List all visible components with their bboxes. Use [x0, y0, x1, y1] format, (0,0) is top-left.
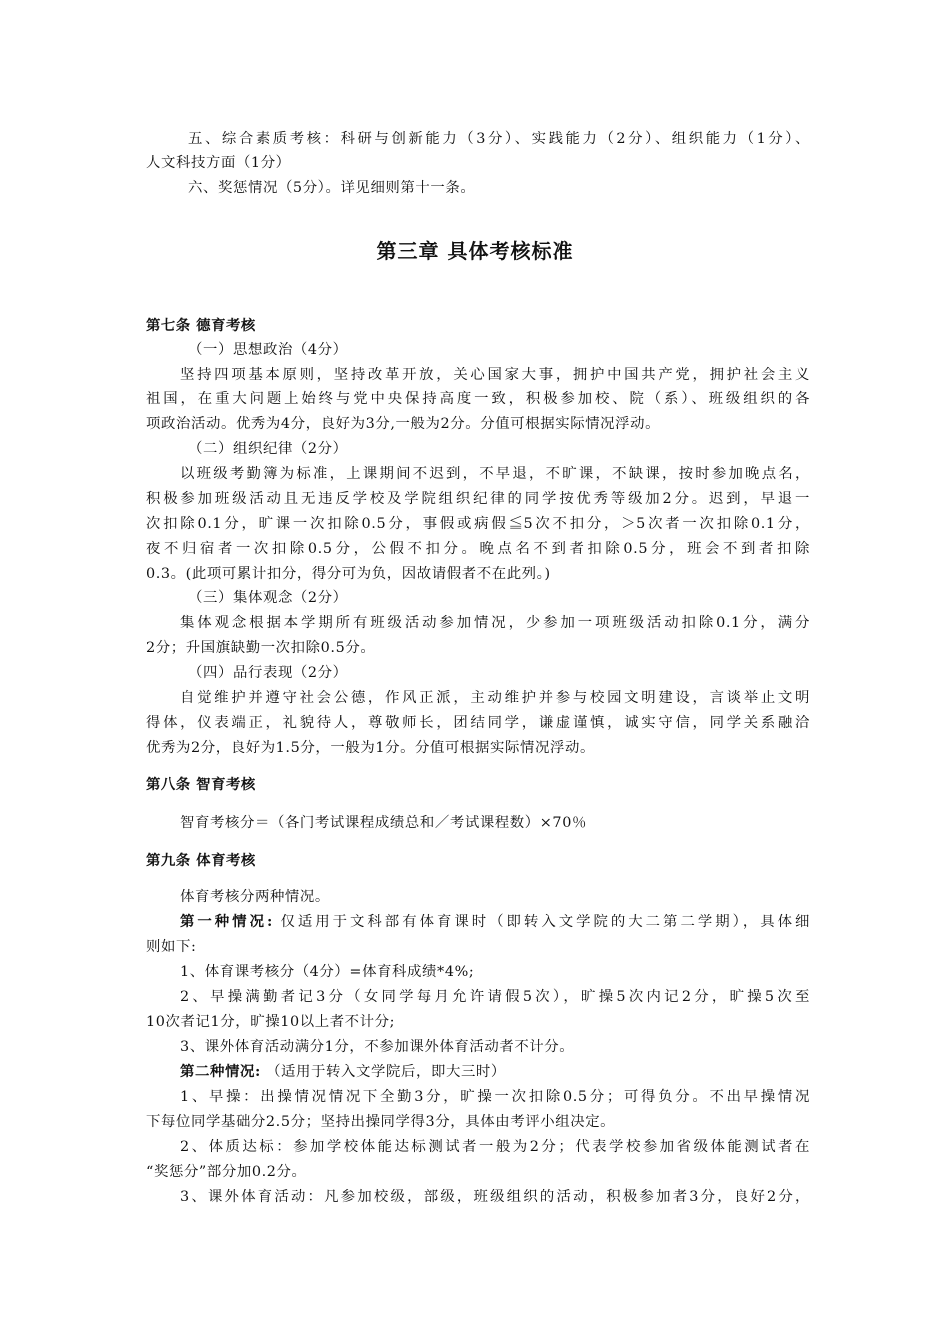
article-7-sub2-line: 夜不归宿者一次扣除0.5分，公假不扣分。晚点名不到者扣除0.5分，班会不到者扣除	[146, 541, 810, 557]
article-8-title: 第八条 智育考核	[146, 777, 256, 793]
case2-label: 第二种情况:	[180, 1063, 261, 1080]
article-9-case2-item: 1、早操：出操情况情况下全勤3分，旷操一次扣除0.5分；可得负分。不出早操情况	[180, 1089, 810, 1105]
article-7-sub1-heading: （一）思想政治（4分）	[188, 342, 348, 358]
article-7-sub2-line: 次扣除0.1分，旷课一次扣除0.5分，事假或病假≦5次不扣分，＞5次者一次扣除0.1分，	[146, 516, 810, 532]
article-9-case1-item: 2、早操满勤者记3分（女同学每月允许请假5次），旷操5次内记2分，旷操5次至	[180, 989, 810, 1005]
article-9-title: 第九条 体育考核	[146, 853, 256, 869]
article-9-case2	[180, 1060, 810, 1084]
article-7-sub3-line: 集体观念根据本学期所有班级活动参加情况，少参加一项班级活动扣除0.1分，满分	[180, 615, 810, 631]
article-7-sub2-line: 以班级考勤簿为标准，上课期间不迟到，不早退，不旷课，不缺课，按时参加晚点名，	[180, 466, 810, 482]
section-5-line-1: 五、综合素质考核：科研与创新能力（3分）、实践能力（2分）、组织能力（1分）、	[188, 131, 810, 147]
article-9-case2-item: 2、体质达标：参加学校体能达标测试者一般为2分；代表学校参加省级体能测试者在	[180, 1139, 810, 1155]
article-9-case1-item: 10次者记1分，旷操10以上者不计分;	[146, 1014, 396, 1030]
article-9-case2-item: 3、课外体育活动：凡参加校级，部级，班级组织的活动，积极参加者3分，良好2分，	[180, 1189, 810, 1205]
article-7-sub4-line: 优秀为2分，良好为1.5分，一般为1分。分值可根据实际情况浮动。	[146, 740, 595, 756]
article-9-case1-cont: 则如下:	[146, 939, 197, 955]
article-7-sub1-line: 项政治活动。优秀为4分，良好为3分,一般为2分。分值可根据实际情况浮动。	[146, 416, 661, 432]
article-7-sub4-line: 得体，仪表端正，礼貌待人，尊敬师长，团结同学，谦虚谨慎，诚实守信，同学关系融洽	[146, 715, 810, 731]
article-9-case2-item: 下每位同学基础分2.5分；坚持出操同学得3分，具体由考评小组决定。	[146, 1114, 616, 1130]
article-7-sub4-heading: （四）品行表现（2分）	[188, 665, 348, 681]
article-9-case1	[180, 910, 810, 934]
article-7-sub1-line: 坚持四项基本原则，坚持改革开放，关心国家大事，拥护中国共产党，拥护社会主义	[180, 367, 810, 383]
section-5-line-2: 人文科技方面（1分）	[146, 155, 291, 171]
article-9-intro: 体育考核分两种情况。	[180, 889, 330, 905]
article-7-sub2-line: 积极参加班级活动且无违反学校及学院组织纪律的同学按优秀等级加2分。迟到，早退一	[146, 491, 810, 507]
case1-label: 第一种情况:	[180, 913, 273, 930]
article-7-sub3-line: 2分；升国旗缺勤一次扣除0.5分。	[146, 640, 376, 656]
case1-text: 仅适用于文科部有体育课时（即转入文学院的大二第二学期），具体细	[280, 914, 810, 930]
article-7-sub1-line: 祖国，在重大问题上始终与党中央保持高度一致，积极参加校、院（系）、班级组织的各	[146, 391, 810, 407]
section-6: 六、奖惩情况（5分）。详见细则第十一条。	[188, 180, 476, 196]
article-7-sub4-line: 自觉维护并遵守社会公德，作风正派，主动维护并参与校园文明建设，言谈举止文明	[180, 690, 810, 706]
article-8-formula: 智育考核分＝（各门考试课程成绩总和／考试课程数）×70％	[180, 815, 587, 831]
article-7-title: 第七条 德育考核	[146, 318, 256, 334]
article-7-sub2-line: 0.3。(此项可累计扣分，得分可为负，因故请假者不在此列。)	[146, 566, 551, 582]
article-7-sub2-heading: （二）组织纪律（2分）	[188, 441, 348, 457]
article-9-case1-item: 3、课外体育活动满分1分，不参加课外体育活动者不计分。	[180, 1039, 575, 1055]
article-9-case2-item: “奖惩分”部分加0.2分。	[146, 1164, 307, 1180]
article-7-sub3-heading: （三）集体观念（2分）	[188, 590, 348, 606]
chapter-title: 第三章 具体考核标准	[376, 239, 574, 263]
case2-text: （适用于转入文学院后，即大三时）	[266, 1064, 506, 1080]
article-9-case1-item: 1、体育课考核分（4分）=体育科成绩*4%;	[180, 964, 475, 980]
